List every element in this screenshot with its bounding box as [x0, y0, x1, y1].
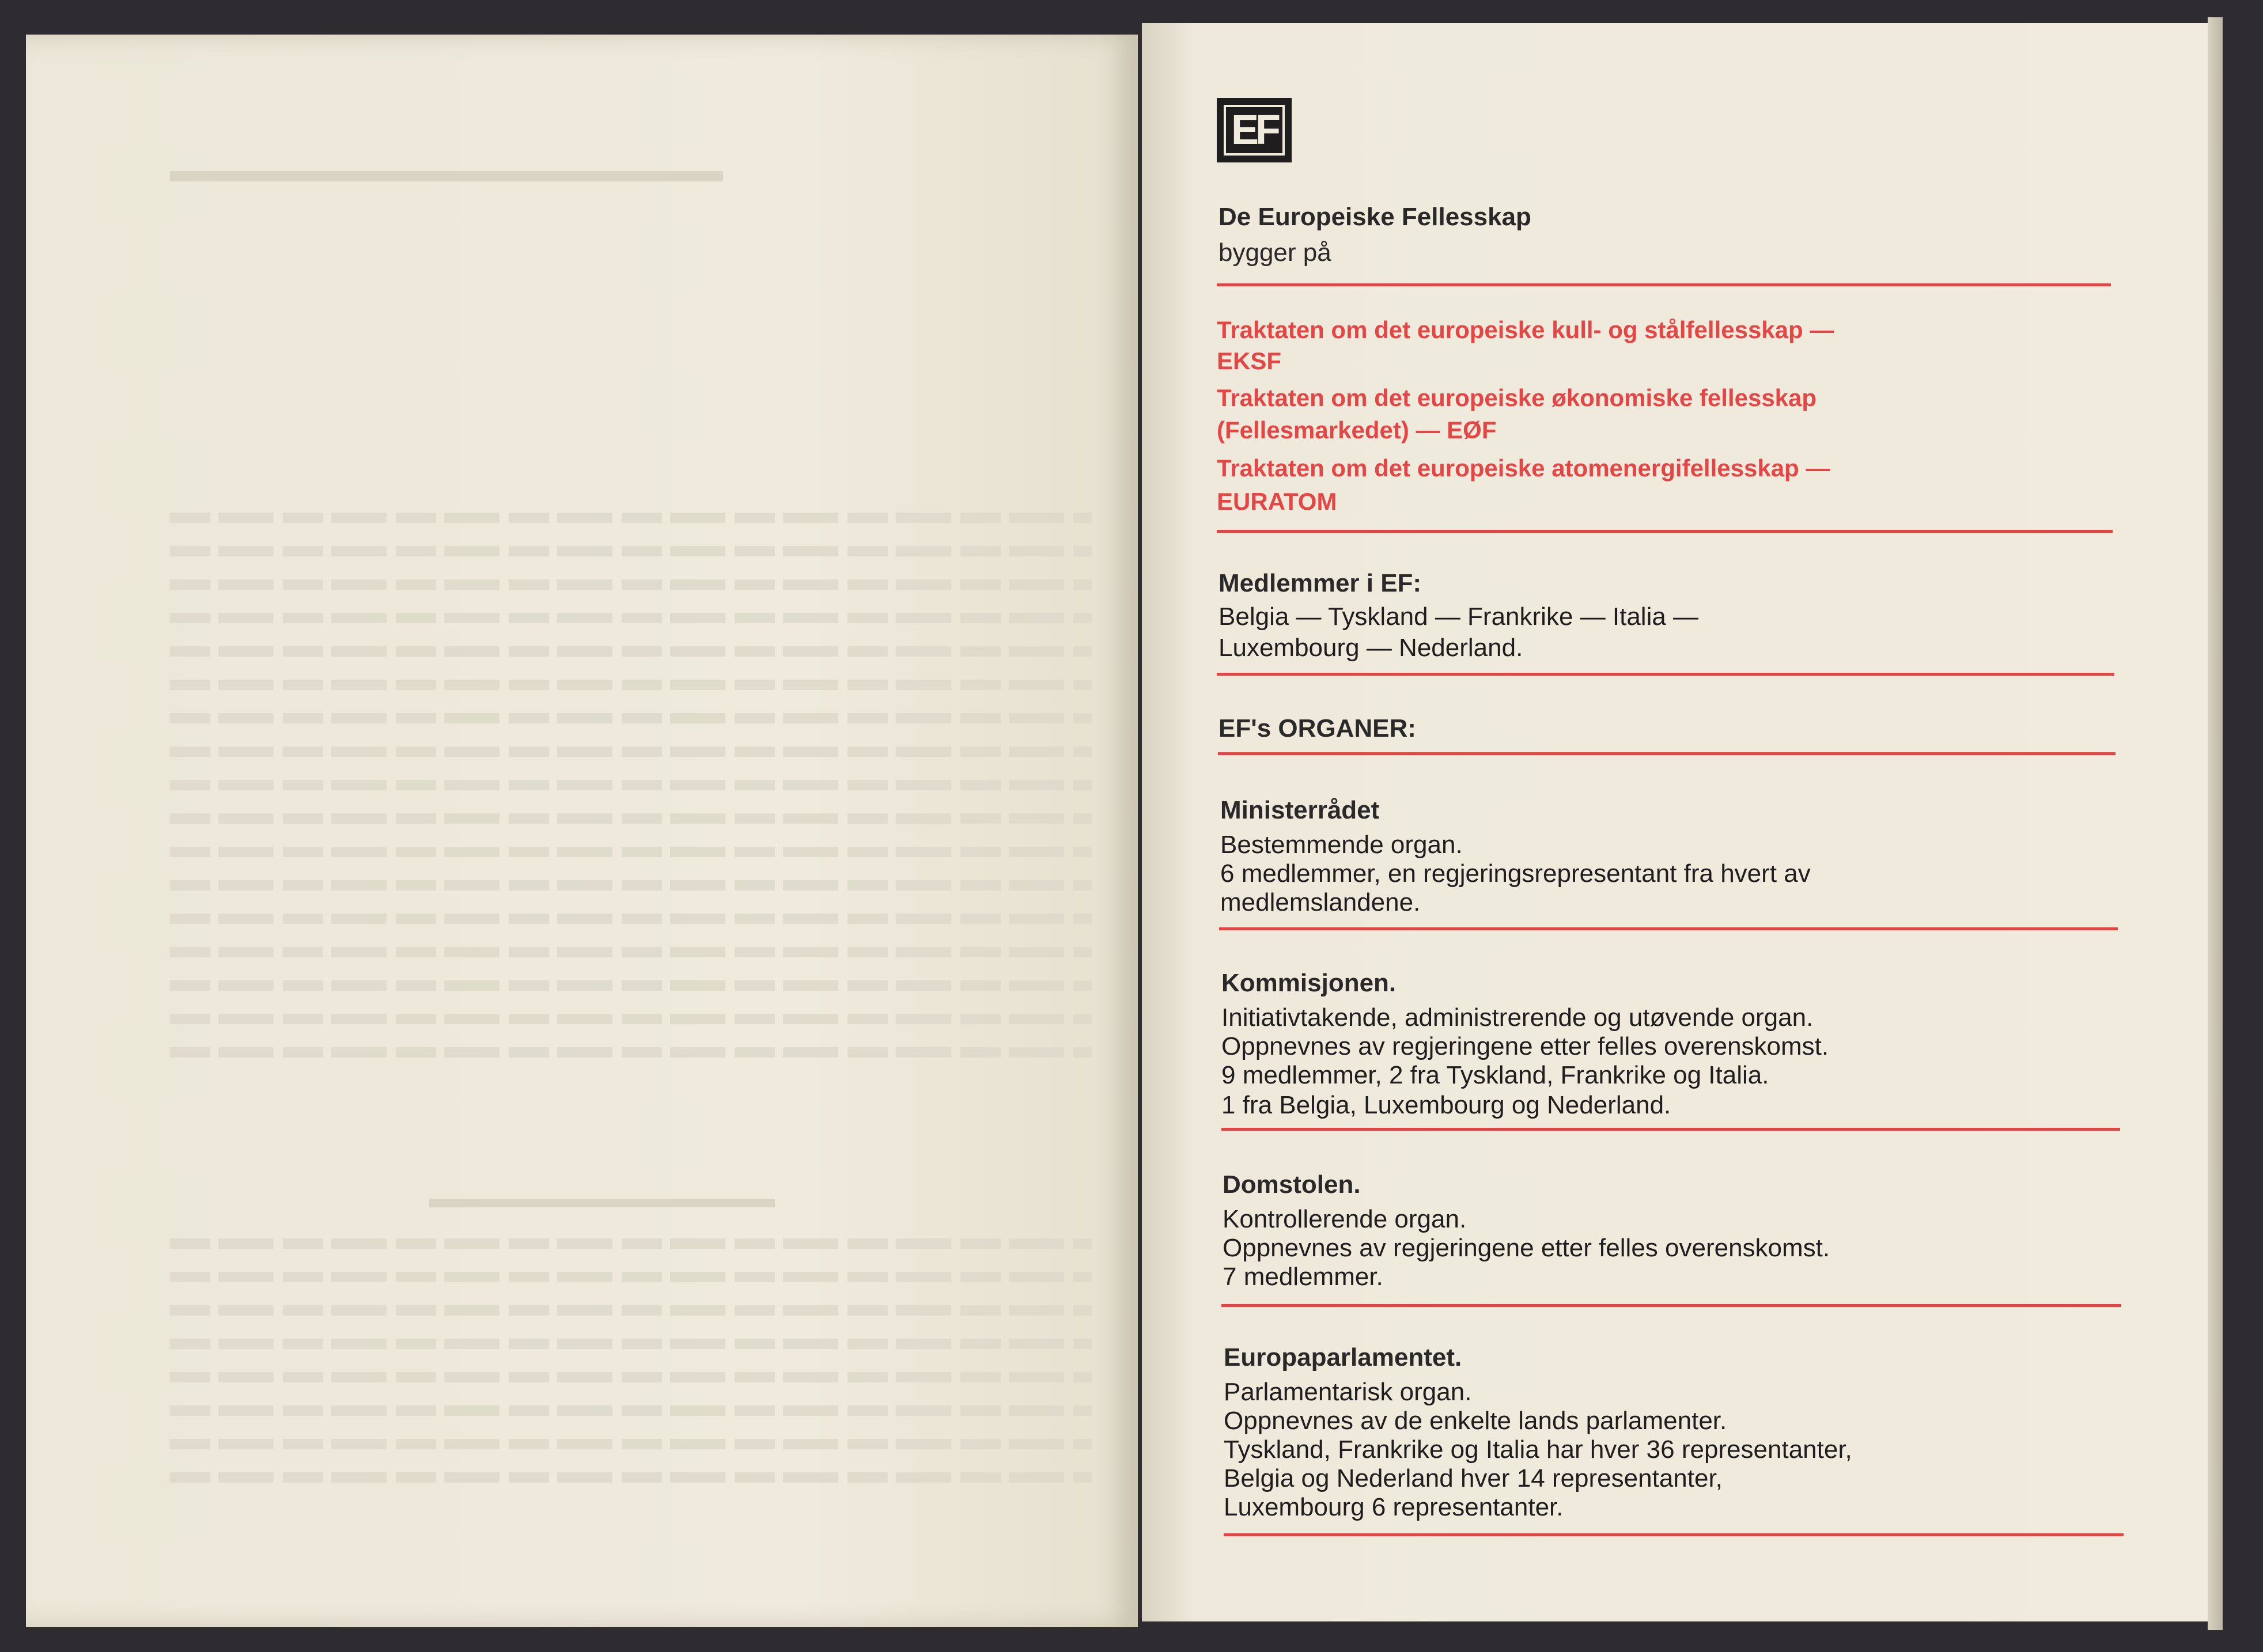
show-through-subtitle: ▬▬▬▬▬▬▬▬▬▬▬▬ — [429, 1181, 775, 1214]
europaparlamentet-heading: Europaparlamentet. — [1224, 1343, 1462, 1371]
left-page — [26, 35, 1138, 1627]
ministerradet-line2: 6 medlemmer, en regjeringsrepresentant fra hvert av — [1220, 859, 1811, 888]
europaparlamentet-line4: Belgia og Nederland hver 14 representanter, — [1224, 1464, 1723, 1492]
divider-3 — [1217, 673, 2114, 676]
ministerradet-heading: Ministerrådet — [1220, 796, 1380, 824]
treaty-3-line2: EURATOM — [1217, 488, 1337, 515]
domstolen-line1: Kontrollerende organ. — [1223, 1205, 1467, 1233]
europaparlamentet-line2: Oppnevnes av de enkelte lands parlamenter. — [1224, 1407, 1727, 1435]
domstolen-line2: Oppnevnes av regjeringene etter felles overenskomst. — [1223, 1234, 1830, 1262]
ministerradet-line1: Bestemmende organ. — [1220, 831, 1463, 859]
kommisjonen-line4: 1 fra Belgia, Luxembourg og Nederland. — [1221, 1091, 1671, 1119]
kommisjonen-line3: 9 medlemmer, 2 fra Tyskland, Frankrike og Italia. — [1221, 1061, 1769, 1089]
members-line1: Belgia — Tyskland — Frankrike — Italia — — [1218, 603, 1699, 631]
treaty-2-line2: (Fellesmarkedet) — EØF — [1217, 416, 1497, 444]
booklet-edge — [2208, 17, 2223, 1630]
europaparlamentet-line1: Parlamentarisk organ. — [1224, 1378, 1472, 1406]
kommisjonen-line2: Oppnevnes av regjeringene etter felles overenskomst. — [1221, 1032, 1829, 1060]
treaty-2-line1: Traktaten om det europeiske økonomiske fellesskap — [1217, 384, 1817, 411]
divider-4 — [1218, 752, 2116, 755]
domstolen-line3: 7 medlemmer. — [1223, 1263, 1383, 1291]
kommisjonen-heading: Kommisjonen. — [1221, 969, 1397, 997]
document-subtitle: bygger på — [1218, 238, 1331, 267]
document-title: De Europeiske Fellesskap — [1218, 203, 1531, 231]
organs-heading: EF's ORGANER: — [1218, 714, 1416, 742]
show-through-text-2 — [170, 1238, 1092, 1506]
ef-logo-text: EF — [1224, 105, 1285, 156]
divider-2 — [1217, 530, 2113, 533]
members-heading: Medlemmer i EF: — [1218, 569, 1422, 597]
domstolen-heading: Domstolen. — [1223, 1170, 1361, 1199]
europaparlamentet-line5: Luxembourg 6 representanter. — [1224, 1493, 1564, 1521]
members-line2: Luxembourg — Nederland. — [1218, 634, 1523, 662]
show-through-text — [170, 513, 1092, 1081]
ministerradet-line3: medlemslandene. — [1220, 888, 1421, 916]
divider-6 — [1221, 1128, 2120, 1131]
divider-7 — [1221, 1304, 2121, 1307]
treaty-1-line1: Traktaten om det europeiske kull- og stålfellesskap — — [1217, 316, 1834, 343]
treaty-1-line2: EKSF — [1217, 347, 1282, 374]
kommisjonen-line1: Initiativtakende, administrerende og utøvende organ. — [1221, 1003, 1814, 1032]
treaty-3-line1: Traktaten om det europeiske atomenergifellesskap — — [1217, 454, 1830, 482]
divider-1 — [1217, 283, 2111, 286]
divider-5 — [1219, 927, 2118, 930]
divider-8 — [1224, 1533, 2124, 1536]
europaparlamentet-line3: Tyskland, Frankrike og Italia har hver 36 representanter, — [1224, 1435, 1852, 1464]
ef-logo — [1217, 98, 1292, 162]
show-through-title: ▬▬▬▬▬▬▬▬▬▬▬▬▬▬▬▬ — [170, 150, 723, 189]
